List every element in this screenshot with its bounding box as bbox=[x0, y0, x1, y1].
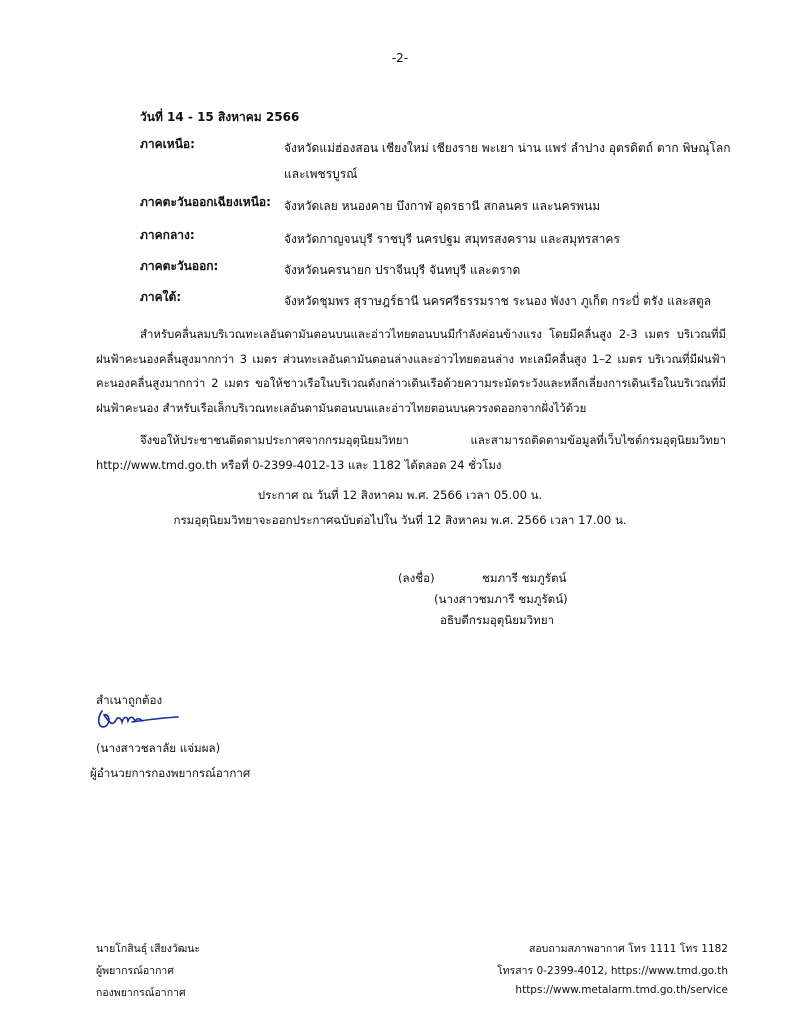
paragraph-waves-text: สำหรับคลื่นลมบริเวณทะเลอันดามันตอนบนและอ่าวไทยตอนบนมีกำลังค่อนข้างแรง โดยมีคลื่นสูง 2-3 เมตร บริเวณที่มีฝนฟ้าคะนองคลื่นสูงมากกว่า 3 เมตร ส่วนทะเลอันดามันตอนล่างและอ่าวไทยตอนล่าง ทะเลมีคลื่นสูง 1–2 เมตร บริเวณที่มีฝนฟ้าคะนองคลื่นสูงมากกว่า 2 เมตร ขอให้ชาวเรือในบริเวณดังกล่าวเดินเรือด้วยความระมัดระวังและหลีกเลี่ยงการเดินเรือในบริเวณที่มีฝนฟ้าคะนอง สำหรับเรือเล็กบริเวณทะเลอันดามันตอนบนและอ่าวไทยตอนบนควรงดออกจากฝั่งไว้ด้วย bbox=[96, 327, 726, 415]
footer-forecaster-name: นายโกสินธุ์ เสียงวัฒนะ bbox=[96, 943, 201, 955]
signer-full-name: (นางสาวชมภารี ชมภูรัตน์) bbox=[434, 592, 568, 606]
region-provinces: จังหวัดชุมพร สุราษฎร์ธานี นครศรีธรรมราช ระนอง พังงา ภูเก็ต กระบี่ ตรัง และสตูล bbox=[284, 294, 712, 308]
region-label: ภาคใต้: bbox=[140, 290, 182, 304]
next-announce: กรมอุตุนิยมวิทยาจะออกประกาศฉบับต่อไปใน วันที่ 12 สิงหาคม พ.ศ. 2566 เวลา 17.00 น. bbox=[173, 513, 627, 527]
region-provinces: จังหวัดนครนายก ปราจีนบุรี จันทบุรี และตราด bbox=[284, 263, 521, 277]
announce-time: ประกาศ ณ วันที่ 12 สิงหาคม พ.ศ. 2566 เวลา 05.00 น. bbox=[257, 488, 543, 502]
signer-name: ชมภารี ชมภูรัตน์ bbox=[482, 571, 567, 585]
region-provinces: จังหวัดกาญจนบุรี ราชบุรี นครปฐม สมุทรสงคราม และสมุทรสาคร bbox=[284, 232, 620, 246]
sign-prefix: (ลงชื่อ) bbox=[398, 571, 435, 585]
paragraph-follow-text: จึงขอให้ประชาชนติดตามประกาศจากกรมอุตุนิยมวิทยา และสามารถติดตามข้อมูลที่เว็บไซต์กรมอุตุนิยมวิทยา http://www.tmd.go.th หรือที่ 0-2399-4012-13 และ 1182 ได้ตลอด 24 ชั่วโมง bbox=[96, 433, 726, 472]
footer-fax-website: โทรสาร 0-2399-4012, https://www.tmd.go.th bbox=[497, 965, 728, 977]
page-number: -2- bbox=[391, 51, 409, 65]
footer-forecaster-position: ผู้พยากรณ์อากาศ bbox=[96, 965, 174, 977]
handwritten-signature bbox=[94, 706, 180, 736]
footer-service-url: https://www.metalarm.tmd.go.th/service bbox=[515, 984, 728, 996]
paragraph-waves bbox=[96, 322, 726, 420]
certified-label: สำเนาถูกต้อง bbox=[96, 693, 163, 707]
certified-name: (นางสาวชลาลัย แจ่มผล) bbox=[96, 741, 221, 755]
region-provinces: จังหวัดเลย หนองคาย บึงกาฬ อุดรธานี สกลนคร และนครพนม bbox=[284, 199, 601, 213]
region-label: ภาคกลาง: bbox=[140, 228, 195, 242]
signer-title: อธิบดีกรมอุตุนิยมวิทยา bbox=[440, 613, 555, 627]
region-label: ภาคตะวันออกเฉียงเหนือ: bbox=[140, 195, 271, 209]
paragraph-follow bbox=[96, 428, 726, 477]
footer-forecaster-division: กองพยากรณ์อากาศ bbox=[96, 987, 186, 999]
region-provinces: จังหวัดแม่ฮ่องสอน เชียงใหม่ เชียงราย พะเยา น่าน แพร่ ลำปาง อุตรดิตถ์ ตาก พิษณุโลก และเพชรบูรณ์ bbox=[284, 141, 731, 181]
region-label: ภาคเหนือ: bbox=[140, 137, 195, 151]
footer-phone: สอบถามสภาพอากาศ โทร 1111 โทร 1182 bbox=[528, 943, 728, 955]
date-heading: วันที่ 14 - 15 สิงหาคม 2566 bbox=[140, 110, 300, 124]
region-label: ภาคตะวันออก: bbox=[140, 259, 219, 273]
certified-title: ผู้อำนวยการกองพยากรณ์อากาศ bbox=[90, 766, 251, 780]
